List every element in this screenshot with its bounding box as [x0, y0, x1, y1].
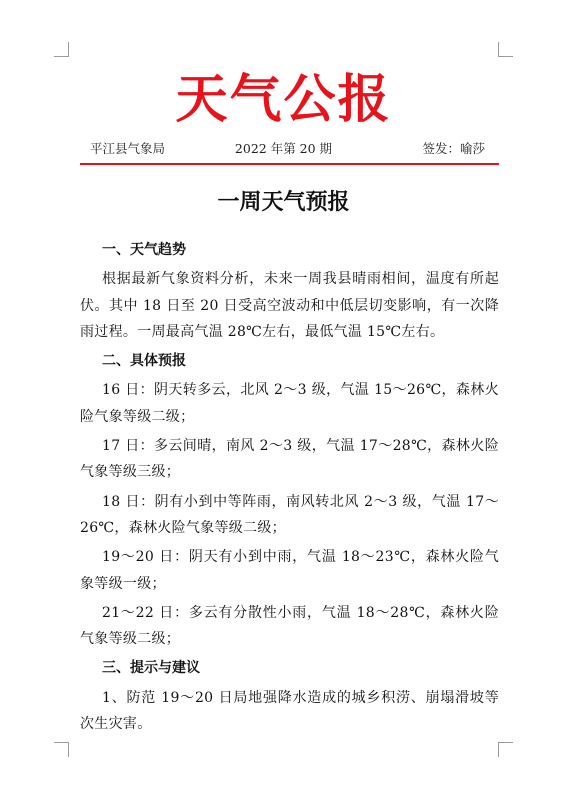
- section-forecast: [80, 348, 499, 652]
- page-corner-mark-top-right: [498, 42, 513, 57]
- section-advice: [80, 655, 499, 737]
- bulletin-masthead: 天气公报: [175, 70, 392, 130]
- document-body: [80, 236, 499, 740]
- page-corner-mark-bottom-right: [498, 742, 513, 757]
- forecast-day-21-22: 21～22 日：多云有分散性小雨，气温 18～28℃，森林火险气象等级二级；: [80, 604, 499, 648]
- signer: 签发：喻莎: [422, 141, 485, 156]
- section-trend: [80, 237, 499, 345]
- document-title: 一周天气预报: [217, 190, 350, 215]
- forecast-day-16: 16 日：阴天转多云，北风 2～3 级，气温 15～26℃，森林火险气象等级二级；: [80, 382, 499, 425]
- page-corner-mark-top-left: [54, 42, 69, 57]
- forecast-day-17: 17 日：多云间晴，南风 2～3 级，气温 17～28℃，森林火险气象等级三级；: [80, 438, 499, 481]
- forecast-day-18: 18 日：阴有小到中等阵雨，南风转北风 2～3 级，气温 17～26℃，森林火险气象等级二级；: [80, 493, 499, 536]
- masthead-red-rule: [80, 163, 499, 165]
- issuer-name: 平江县气象局: [90, 141, 166, 156]
- section-heading: 二、具体预报: [102, 353, 186, 370]
- advice-item-1: 1、防范 19～20 日局地强降水造成的城乡积涝、崩塌滑坡等次生灾害。: [80, 689, 499, 733]
- trend-paragraph: 根据最新气象资料分析，未来一周我县晴雨相间，温度有所起伏。其中 18 日至 20 日受高空波动和中低层切变影响，有一次降雨过程。一周最高气温 28℃左右，最低气温 15℃左右。: [80, 271, 499, 340]
- section-heading: 三、提示与建议: [102, 660, 200, 677]
- page-corner-mark-bottom-left: [54, 742, 69, 757]
- issue-number: 2022 年第 20 期: [234, 141, 333, 156]
- section-heading: 一、天气趋势: [102, 242, 186, 258]
- forecast-day-19-20: 19～20 日：阴天有小到中雨，气温 18～23℃，森林火险气象等级一级；: [80, 549, 499, 592]
